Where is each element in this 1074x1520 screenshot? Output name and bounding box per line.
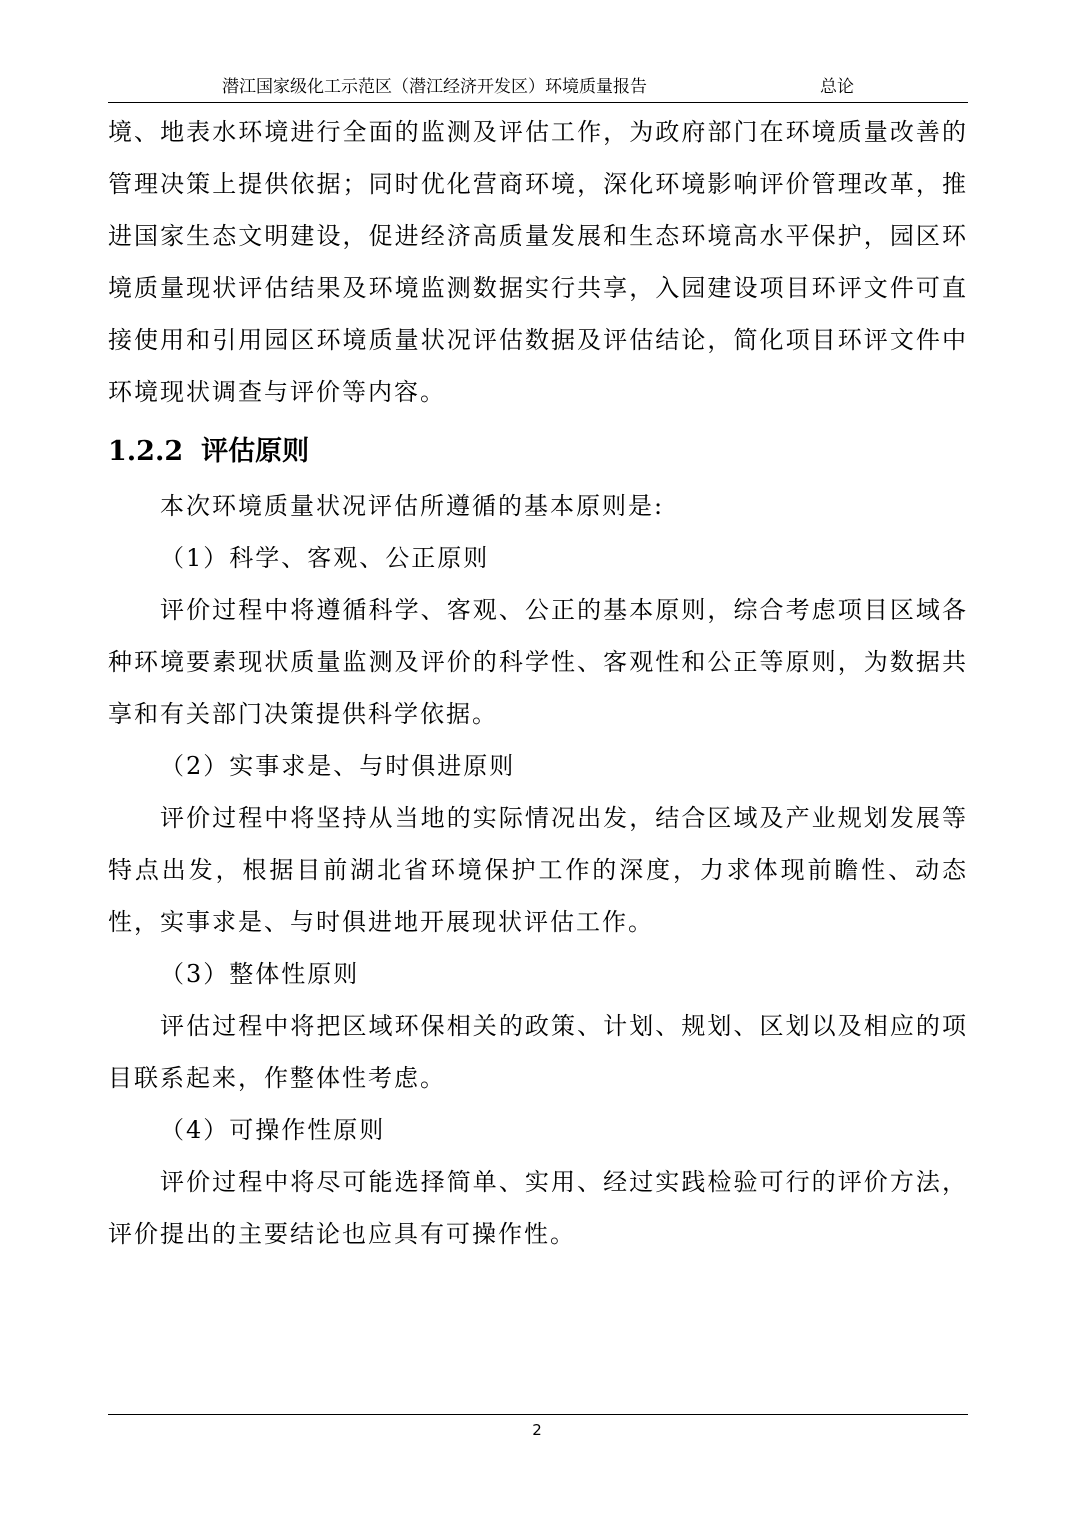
principle-1-body: 评价过程中将遵循科学、客观、公正的基本原则，综合考虑项目区域各种环境要素现状质量监测及评价的科学性、客观性和公正等原则，为数据共享和有关部门决策提供科学依据。 [108,596,968,728]
principle-4-body: 评价过程中将尽可能选择简单、实用、经过实践检验可行的评价方法，评价提出的主要结论也应具有可操作性。 [108,1168,968,1248]
header-rule [108,102,968,103]
section-number: 1.2.2 [108,436,184,467]
header-title: 潜江国家级化工示范区（潜江经济开发区）环境质量报告 [222,77,647,97]
principle-4-title: （4）可操作性原则 [160,1116,386,1144]
continued-paragraph: 境、地表水环境进行全面的监测及评估工作，为政府部门在环境质量改善的管理决策上提供依据；同时优化营商环境，深化环境影响评价管理改革，推进国家生态文明建设，促进经济高质量发展和生态环境高水平保护，园区环境质量现状评估结果及环境监测数据实行共享，入园建设项目环评文件可直接使用和引用园区环境质量状况评估数据及评估结论，简化项目环评文件中环境现状调查与评价等内容。 [108,118,968,406]
intro-paragraph: 本次环境质量状况评估所遵循的基本原则是: [160,492,665,520]
principle-3-body: 评估过程中将把区域环保相关的政策、计划、规划、区划以及相应的项目联系起来，作整体性考虑。 [108,1012,968,1092]
principle-1-title: （1）科学、客观、公正原则 [160,544,490,572]
section-heading [108,424,968,480]
principle-2-title: （2）实事求是、与时俱进原则 [160,752,516,780]
section-title: 评估原则 [201,436,310,467]
footer-rule [108,1414,968,1415]
principle-3-title: （3）整体性原则 [160,960,360,988]
header-section-label: 总论 [820,77,854,97]
principle-2-body: 评价过程中将坚持从当地的实际情况出发，结合区域及产业规划发展等特点出发，根据目前湖北省环境保护工作的深度，力求体现前瞻性、动态性，实事求是、与时俱进地开展现状评估工作。 [108,804,968,936]
page-body [108,106,968,1260]
page-number: 2 [532,1421,542,1439]
